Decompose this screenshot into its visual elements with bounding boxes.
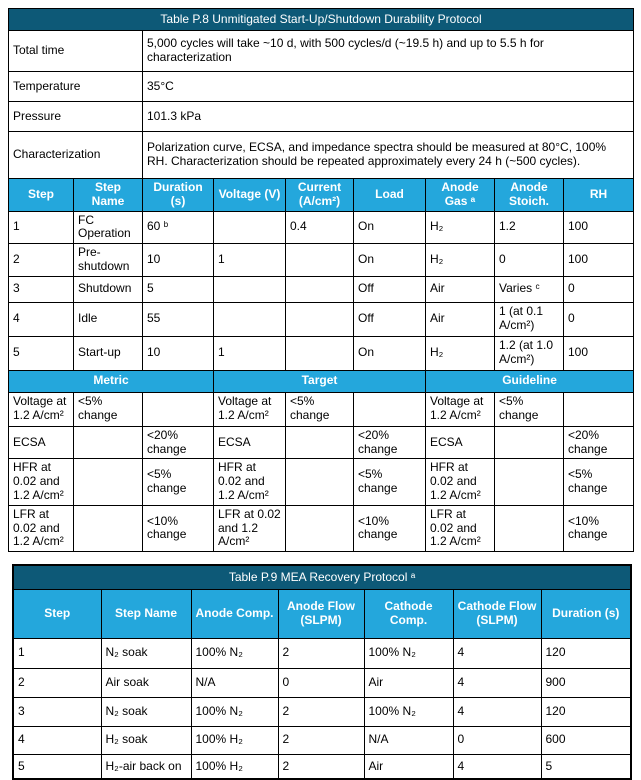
table-cell: 4	[453, 668, 541, 697]
table-cell: 2	[278, 638, 364, 668]
table-cell	[74, 505, 143, 551]
table-row	[9, 102, 634, 132]
table-cell: Air	[364, 754, 453, 779]
table-cell: Voltage at 1.2 A/cm²	[214, 392, 286, 426]
table-cell: 2	[278, 697, 364, 726]
table-cell: 1 (at 0.1 A/cm²)	[495, 302, 564, 336]
table-row	[13, 726, 631, 754]
table-cell: ECSA	[214, 426, 286, 459]
table-cell	[286, 426, 354, 459]
table-cell: 35°C	[143, 72, 634, 102]
table-cell: 10	[143, 336, 214, 370]
table-p9-header	[13, 589, 631, 638]
table-cell: 100	[564, 336, 634, 370]
table-cell: <5% change	[354, 459, 426, 505]
table-cell: H₂	[426, 244, 495, 277]
column-header: Anode Flow (SLPM)	[278, 589, 364, 638]
table-cell	[286, 459, 354, 505]
column-header: Guideline	[426, 370, 634, 392]
table-cell: LFR at 0.02 and 1.2 A/cm²	[214, 505, 286, 551]
column-header: Step Name	[101, 589, 191, 638]
table-cell: 2	[278, 754, 364, 779]
table-cell: HFR at 0.02 and 1.2 A/cm²	[9, 459, 74, 505]
table-cell: 100	[564, 244, 634, 277]
table-cell: 100% N₂	[191, 697, 278, 726]
table-cell: FC Operation	[74, 211, 143, 244]
table-cell: <20% change	[564, 426, 634, 459]
table-cell: 0	[278, 668, 364, 697]
table-row	[9, 276, 634, 302]
table-cell: 10	[143, 244, 214, 277]
column-header: Target	[214, 370, 426, 392]
table-cell: ECSA	[9, 426, 74, 459]
table-cell: N/A	[191, 668, 278, 697]
table-cell: 5	[143, 276, 214, 302]
table-cell	[286, 505, 354, 551]
table-p9	[12, 564, 632, 780]
table-cell	[495, 459, 564, 505]
table-row	[13, 697, 631, 726]
table-row	[9, 459, 634, 505]
column-header: Anode Gas ᵃ	[426, 179, 495, 212]
table-row	[13, 589, 631, 638]
table-cell: 100% H₂	[191, 726, 278, 754]
table-cell: 2	[13, 668, 101, 697]
table-cell: 0	[495, 244, 564, 277]
table-p8-step-header	[9, 179, 634, 212]
table-cell: 0	[564, 276, 634, 302]
column-header: Current (A/cm²)	[286, 179, 354, 212]
table-cell	[286, 336, 354, 370]
column-header: Cathode Comp.	[364, 589, 453, 638]
table-cell: 4	[13, 726, 101, 754]
table-cell	[143, 392, 214, 426]
table-p8-metric-target-guideline-header	[9, 370, 634, 392]
table-cell: 1	[214, 244, 286, 277]
table-cell: ECSA	[426, 426, 495, 459]
table-cell: Off	[354, 276, 426, 302]
table-row	[9, 392, 634, 426]
table-cell: 4	[9, 302, 74, 336]
table-cell: 5	[13, 754, 101, 779]
table-cell: Pre-shutdown	[74, 244, 143, 277]
column-header: Duration (s)	[143, 179, 214, 212]
table-cell: 2	[9, 244, 74, 277]
table-cell: 5	[9, 336, 74, 370]
table-cell: <5% change	[286, 392, 354, 426]
table-cell	[354, 392, 426, 426]
table-cell: N₂ soak	[101, 638, 191, 668]
table-cell: 1	[13, 638, 101, 668]
table-cell: Polarization curve, ECSA, and impedance spectra should be measured at 80°C, 100% RH. Characterization should be repeated approximately every 24 h (~500 cycles).	[143, 132, 634, 179]
table-cell: LFR at 0.02 and 1.2 A/cm²	[9, 505, 74, 551]
table-row	[9, 211, 634, 244]
table-cell	[564, 392, 634, 426]
table-cell: Varies ᶜ	[495, 276, 564, 302]
table-cell: N₂ soak	[101, 697, 191, 726]
table-row	[13, 754, 631, 779]
table-row	[9, 302, 634, 336]
table-cell	[214, 276, 286, 302]
table-row	[13, 638, 631, 668]
table-row	[9, 244, 634, 277]
column-header: Step Name	[74, 179, 143, 212]
table-p8-title-section	[9, 9, 634, 31]
column-header: Voltage (V)	[214, 179, 286, 212]
table-row	[9, 179, 634, 212]
table-row	[9, 505, 634, 551]
table-p9-title: Table P.9 MEA Recovery Protocol ᵃ	[13, 565, 631, 589]
table-row	[9, 72, 634, 102]
table-cell: 1	[9, 211, 74, 244]
table-cell: 100	[564, 211, 634, 244]
table-cell: 5	[541, 754, 631, 779]
table-cell	[286, 302, 354, 336]
table-cell: Air	[364, 668, 453, 697]
table-cell: Voltage at 1.2 A/cm²	[426, 392, 495, 426]
column-header: Metric	[9, 370, 214, 392]
column-header: Step	[9, 179, 74, 212]
table-cell	[495, 505, 564, 551]
row-label: Characterization	[9, 132, 143, 179]
table-cell: H₂	[426, 336, 495, 370]
table-cell: 0.4	[286, 211, 354, 244]
table-cell: <5% change	[495, 392, 564, 426]
table-cell: <10% change	[143, 505, 214, 551]
column-header: Load	[354, 179, 426, 212]
column-header: Cathode Flow (SLPM)	[453, 589, 541, 638]
table-cell: Voltage at 1.2 A/cm²	[9, 392, 74, 426]
table-row	[9, 370, 634, 392]
table-p8	[8, 8, 634, 552]
table-cell: Off	[354, 302, 426, 336]
table-cell: <5% change	[564, 459, 634, 505]
table-cell: 4	[453, 697, 541, 726]
table-row	[9, 426, 634, 459]
table-cell: Idle	[74, 302, 143, 336]
table-title-row	[13, 565, 631, 589]
table-cell: H₂	[426, 211, 495, 244]
table-row	[9, 31, 634, 72]
table-title-row	[9, 9, 634, 31]
table-cell: Shutdown	[74, 276, 143, 302]
table-cell: 100% N₂	[191, 638, 278, 668]
row-label: Pressure	[9, 102, 143, 132]
table-cell: On	[354, 244, 426, 277]
table-cell: 55	[143, 302, 214, 336]
table-cell: 2	[278, 726, 364, 754]
table-cell: 1.2	[495, 211, 564, 244]
table-cell: <5% change	[143, 459, 214, 505]
table-cell	[214, 211, 286, 244]
table-cell: Air	[426, 302, 495, 336]
table-cell: Start-up	[74, 336, 143, 370]
column-header: RH	[564, 179, 634, 212]
table-cell: Air	[426, 276, 495, 302]
table-cell: HFR at 0.02 and 1.2 A/cm²	[426, 459, 495, 505]
table-cell: On	[354, 336, 426, 370]
table-cell: 5,000 cycles will take ~10 d, with 500 cycles/d (~19.5 h) and up to 5.5 h for characterization	[143, 31, 634, 72]
table-cell: 3	[9, 276, 74, 302]
table-cell: 120	[541, 697, 631, 726]
table-cell: <20% change	[354, 426, 426, 459]
table-p8-title: Table P.8 Unmitigated Start-Up/Shutdown Durability Protocol	[9, 9, 634, 31]
table-cell: LFR at 0.02 and 1.2 A/cm²	[426, 505, 495, 551]
table-cell	[74, 459, 143, 505]
table-cell	[214, 302, 286, 336]
table-cell: <10% change	[354, 505, 426, 551]
table-cell: 120	[541, 638, 631, 668]
table-cell: 4	[453, 754, 541, 779]
table-cell: <20% change	[143, 426, 214, 459]
table-p8-step-rows	[9, 211, 634, 370]
table-cell: On	[354, 211, 426, 244]
column-header: Anode Stoich.	[495, 179, 564, 212]
table-cell	[286, 276, 354, 302]
table-cell: 0	[453, 726, 541, 754]
table-cell: <10% change	[564, 505, 634, 551]
table-cell: Air soak	[101, 668, 191, 697]
column-header: Anode Comp.	[191, 589, 278, 638]
table-cell: 100% N₂	[364, 697, 453, 726]
table-cell: HFR at 0.02 and 1.2 A/cm²	[214, 459, 286, 505]
column-header: Step	[13, 589, 101, 638]
table-p9-data-rows	[13, 638, 631, 779]
table-row	[9, 132, 634, 179]
table-cell: <5% change	[74, 392, 143, 426]
table-cell: 900	[541, 668, 631, 697]
table-p8-metric-rows	[9, 392, 634, 551]
table-row	[9, 336, 634, 370]
table-cell	[286, 244, 354, 277]
table-cell: 100% N₂	[364, 638, 453, 668]
table-cell: N/A	[364, 726, 453, 754]
table-cell: 600	[541, 726, 631, 754]
table-cell: 1	[214, 336, 286, 370]
table-cell: 4	[453, 638, 541, 668]
table-cell: 101.3 kPa	[143, 102, 634, 132]
table-cell: 1.2 (at 1.0 A/cm²)	[495, 336, 564, 370]
table-cell: H₂-air back on	[101, 754, 191, 779]
row-label: Temperature	[9, 72, 143, 102]
table-cell: 60 ᵇ	[143, 211, 214, 244]
table-cell: 3	[13, 697, 101, 726]
table-cell	[495, 426, 564, 459]
row-label: Total time	[9, 31, 143, 72]
table-cell: 100% H₂	[191, 754, 278, 779]
table-cell: 0	[564, 302, 634, 336]
table-cell	[74, 426, 143, 459]
table-p9-title-section	[13, 565, 631, 589]
table-row	[13, 668, 631, 697]
table-cell: H₂ soak	[101, 726, 191, 754]
table-p8-info-section	[9, 31, 634, 179]
column-header: Duration (s)	[541, 589, 631, 638]
